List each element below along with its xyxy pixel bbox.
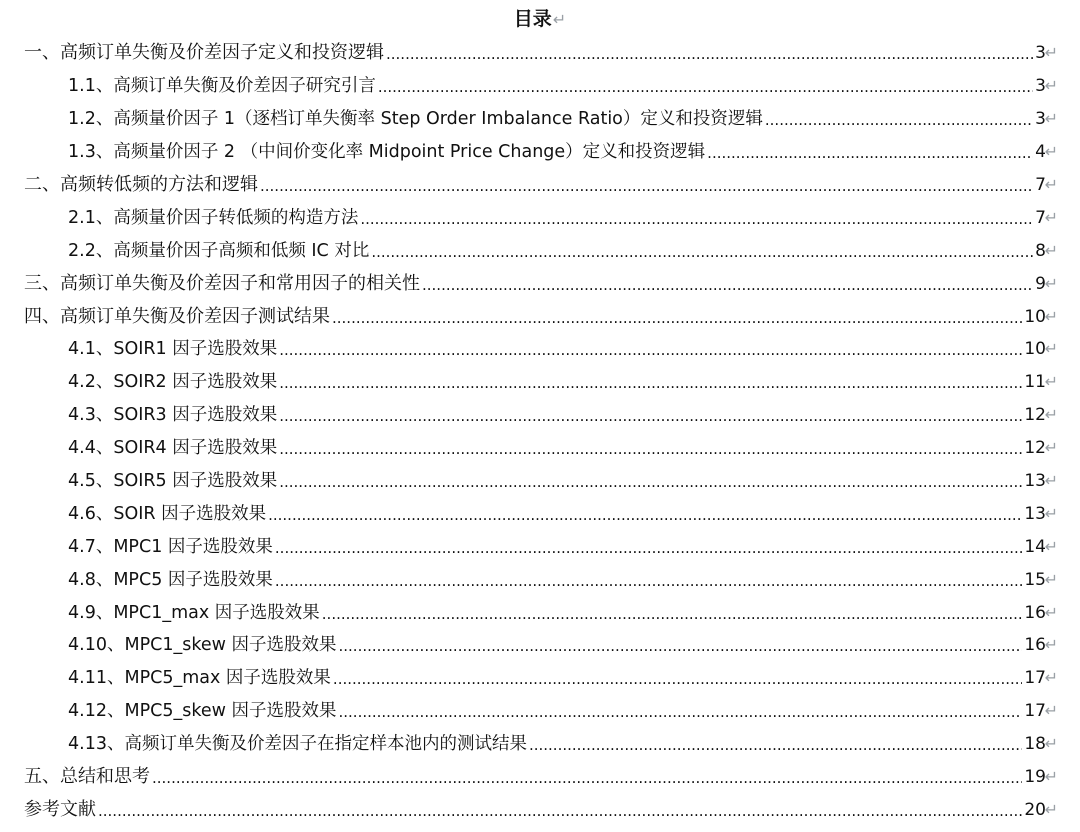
toc-entry-label: 4.6、SOIR 因子选股效果 xyxy=(68,503,267,524)
toc-entry-page-number: 12 xyxy=(1024,438,1046,459)
toc-entry-label: 4.5、SOIR5 因子选股效果 xyxy=(68,471,278,492)
toc-entry-label: 4.3、SOIR3 因子选股效果 xyxy=(68,405,278,426)
toc-dot-leader xyxy=(339,700,1023,724)
toc-entry[interactable] xyxy=(0,366,1080,399)
paragraph-mark-icon: ↵ xyxy=(1044,207,1058,227)
toc-dot-leader xyxy=(152,766,1022,790)
toc-dot-leader xyxy=(260,174,1033,198)
paragraph-mark-icon: ↵ xyxy=(1044,142,1058,162)
toc-entry[interactable] xyxy=(0,399,1080,432)
toc-dot-leader xyxy=(378,75,1033,99)
toc-entry-page-number: 14 xyxy=(1024,536,1046,557)
paragraph-mark-icon: ↵ xyxy=(1044,569,1058,589)
toc-dot-leader xyxy=(707,141,1033,165)
toc-entry[interactable] xyxy=(0,267,1080,300)
toc-entry-page-number: 7 xyxy=(1035,175,1046,195)
paragraph-mark-icon: ↵ xyxy=(1044,536,1058,556)
toc-entry-page-number: 9 xyxy=(1035,273,1046,294)
toc-entry-label: 三、高频订单失衡及价差因子和常用因子的相关性 xyxy=(24,272,420,294)
toc-entry[interactable] xyxy=(0,761,1080,794)
toc-entry[interactable] xyxy=(0,563,1080,596)
toc-entry-label: 1.1、高频订单失衡及价差因子研究引言 xyxy=(68,76,376,97)
toc-entry[interactable] xyxy=(0,136,1080,169)
toc-entry-page-number: 12 xyxy=(1024,405,1046,426)
toc-dot-leader xyxy=(333,667,1022,691)
toc-entry-page-number: 11 xyxy=(1024,372,1046,393)
toc-entry-label: 4.1、SOIR1 因子选股效果 xyxy=(68,339,278,360)
toc-entry-page-number: 3 xyxy=(1035,76,1046,97)
toc-dot-leader xyxy=(275,569,1022,593)
toc-entry-label: 4.10、MPC1_skew 因子选股效果 xyxy=(68,635,337,656)
toc-entry-label: 4.4、SOIR4 因子选股效果 xyxy=(68,438,278,459)
toc-entry[interactable] xyxy=(0,37,1080,70)
toc-dot-leader xyxy=(275,536,1022,560)
paragraph-mark-icon: ↵ xyxy=(1044,767,1058,787)
toc-entry[interactable] xyxy=(0,662,1080,695)
paragraph-mark-icon: ↵ xyxy=(1044,503,1058,523)
toc-entry-label: 1.2、高频量价因子 1（逐档订单失衡率 Step Order Imbalance Ratio）定义和投资逻辑 xyxy=(68,109,763,130)
toc-dot-leader xyxy=(765,108,1033,132)
paragraph-mark-icon: ↵ xyxy=(1044,76,1058,96)
toc-entry-page-number: 10 xyxy=(1024,339,1046,360)
toc-heading xyxy=(0,6,1080,33)
table-of-contents xyxy=(0,37,1080,826)
paragraph-mark-icon: ↵ xyxy=(1044,372,1058,392)
paragraph-mark-icon: ↵ xyxy=(1044,306,1058,326)
toc-dot-leader xyxy=(279,404,1022,428)
toc-heading-text: 目录 xyxy=(513,8,552,30)
toc-dot-leader xyxy=(98,799,1022,823)
toc-entry-label: 参考文献 xyxy=(24,798,96,820)
toc-entry-label: 二、高频转低频的方法和逻辑 xyxy=(24,174,258,195)
toc-entry-label: 4.11、MPC5_max 因子选股效果 xyxy=(68,668,331,689)
toc-entry[interactable] xyxy=(0,70,1080,103)
toc-entry-page-number: 13 xyxy=(1024,471,1046,492)
toc-dot-leader xyxy=(279,437,1022,461)
toc-dot-leader xyxy=(279,371,1022,395)
toc-entry-page-number: 19 xyxy=(1024,767,1046,788)
toc-entry[interactable] xyxy=(0,465,1080,498)
toc-dot-leader xyxy=(422,273,1033,297)
toc-dot-leader xyxy=(332,306,1022,330)
toc-entry[interactable] xyxy=(0,234,1080,267)
toc-entry-page-number: 3 xyxy=(1035,43,1046,64)
toc-dot-leader xyxy=(268,503,1022,527)
toc-entry-label: 4.7、MPC1 因子选股效果 xyxy=(68,536,273,557)
paragraph-mark-icon: ↵ xyxy=(1044,175,1058,194)
toc-dot-leader xyxy=(279,470,1022,494)
toc-entry-page-number: 17 xyxy=(1024,701,1046,722)
toc-entry-label: 4.13、高频订单失衡及价差因子在指定样本池内的测试结果 xyxy=(68,734,527,755)
paragraph-mark-icon: ↵ xyxy=(552,10,567,29)
toc-entry-page-number: 13 xyxy=(1024,503,1046,524)
toc-dot-leader xyxy=(339,634,1023,658)
paragraph-mark-icon: ↵ xyxy=(1044,668,1058,688)
toc-entry[interactable] xyxy=(0,695,1080,728)
toc-entry[interactable] xyxy=(0,169,1080,202)
toc-entry[interactable] xyxy=(0,629,1080,662)
toc-entry[interactable] xyxy=(0,432,1080,465)
paragraph-mark-icon: ↵ xyxy=(1044,438,1058,458)
toc-entry-page-number: 17 xyxy=(1024,668,1046,689)
toc-dot-leader xyxy=(371,240,1033,264)
toc-entry-page-number: 7 xyxy=(1035,207,1046,228)
paragraph-mark-icon: ↵ xyxy=(1044,701,1058,721)
paragraph-mark-icon: ↵ xyxy=(1044,240,1058,260)
paragraph-mark-icon: ↵ xyxy=(1044,339,1058,359)
toc-entry-label: 五、总结和思考 xyxy=(24,766,150,788)
toc-entry-label: 1.3、高频量价因子 2 （中间价变化率 Midpoint Price Change）定义和投资逻辑 xyxy=(68,142,706,163)
toc-entry-page-number: 16 xyxy=(1024,635,1046,656)
toc-entry-label: 4.8、MPC5 因子选股效果 xyxy=(68,569,273,590)
toc-dot-leader xyxy=(360,207,1033,231)
toc-entry[interactable] xyxy=(0,497,1080,530)
toc-entry-label: 2.2、高频量价因子高频和低频 IC 对比 xyxy=(68,240,370,261)
toc-entry-page-number: 8 xyxy=(1035,240,1046,261)
toc-entry[interactable] xyxy=(0,201,1080,234)
toc-entry[interactable] xyxy=(0,103,1080,136)
paragraph-mark-icon: ↵ xyxy=(1044,602,1058,622)
toc-entry-page-number: 20 xyxy=(1024,799,1046,820)
toc-entry[interactable] xyxy=(0,728,1080,761)
toc-entry-label: 4.9、MPC1_max 因子选股效果 xyxy=(68,602,320,623)
paragraph-mark-icon: ↵ xyxy=(1044,799,1058,819)
toc-entry-label: 4.12、MPC5_skew 因子选股效果 xyxy=(68,701,337,722)
paragraph-mark-icon: ↵ xyxy=(1044,471,1058,491)
paragraph-mark-icon: ↵ xyxy=(1044,273,1058,293)
toc-entry[interactable] xyxy=(0,300,1080,333)
toc-entry-page-number: 18 xyxy=(1024,734,1046,755)
toc-dot-leader xyxy=(386,42,1033,66)
toc-entry[interactable] xyxy=(0,530,1080,563)
paragraph-mark-icon: ↵ xyxy=(1044,109,1058,129)
toc-entry-label: 2.1、高频量价因子转低频的构造方法 xyxy=(68,207,359,228)
toc-entry-label: 4.2、SOIR2 因子选股效果 xyxy=(68,372,278,393)
paragraph-mark-icon: ↵ xyxy=(1044,734,1058,754)
toc-dot-leader xyxy=(529,733,1022,757)
toc-entry-page-number: 4 xyxy=(1035,142,1046,163)
toc-entry-page-number: 3 xyxy=(1035,109,1046,130)
paragraph-mark-icon: ↵ xyxy=(1044,635,1058,655)
toc-entry[interactable] xyxy=(0,596,1080,629)
toc-entry-label: 四、高频订单失衡及价差因子测试结果 xyxy=(24,305,330,327)
toc-entry-page-number: 15 xyxy=(1024,569,1046,590)
paragraph-mark-icon: ↵ xyxy=(1044,43,1058,63)
toc-entry-page-number: 10 xyxy=(1024,306,1046,327)
toc-dot-leader xyxy=(322,602,1023,626)
toc-dot-leader xyxy=(279,338,1022,362)
toc-entry-label: 一、高频订单失衡及价差因子定义和投资逻辑 xyxy=(24,42,384,64)
toc-entry[interactable] xyxy=(0,793,1080,826)
toc-entry-page-number: 16 xyxy=(1024,602,1046,623)
toc-entry[interactable] xyxy=(0,333,1080,366)
paragraph-mark-icon: ↵ xyxy=(1044,405,1058,425)
